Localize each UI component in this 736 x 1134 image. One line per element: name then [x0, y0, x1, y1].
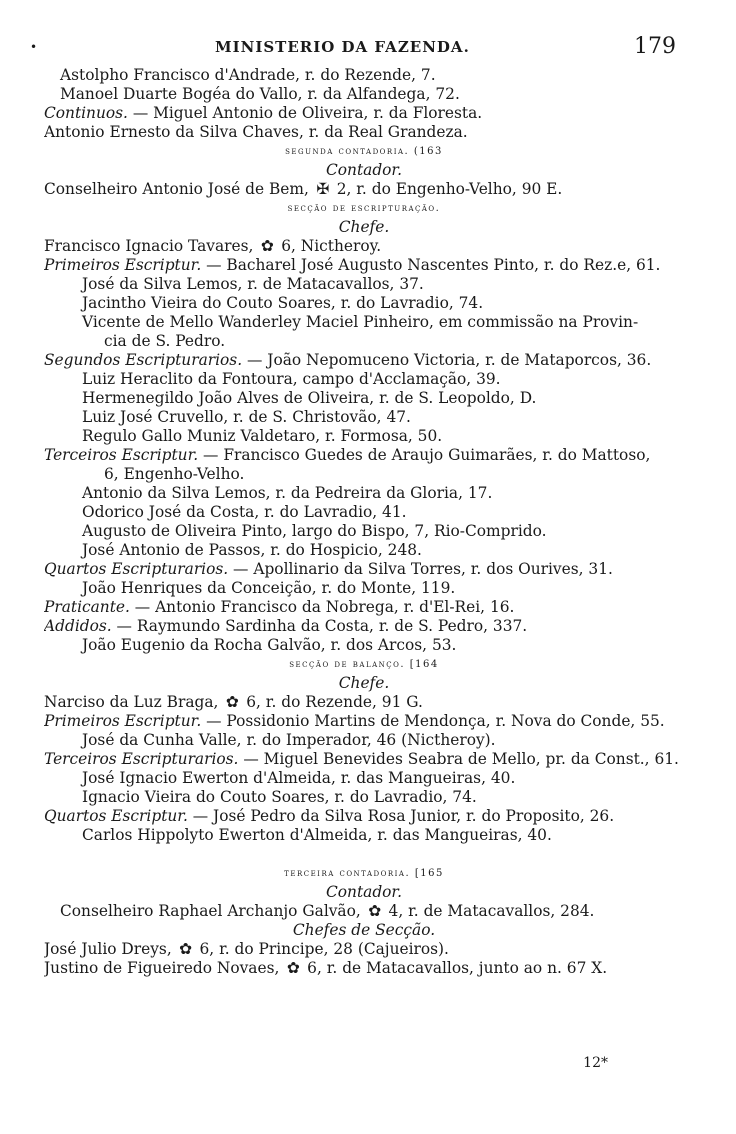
entry-text: cia de S. Pedro. [104, 332, 226, 350]
role-label: Continuos. [44, 104, 128, 122]
text-line [44, 465, 684, 484]
entry-text: Augusto de Oliveira Pinto, largo do Bispo, 7, Rio-Comprido. [82, 522, 547, 540]
entry-text: — Apollinario da Silva Torres, r. dos Ourives, 31. [228, 560, 613, 578]
text-line [44, 522, 684, 541]
text-line [44, 389, 684, 408]
text-line [44, 636, 684, 655]
text-line [44, 807, 684, 826]
text-line [44, 959, 684, 978]
entry-text: Jacintho Vieira do Couto Soares, r. do Lavradio, 74. [82, 294, 484, 312]
role-heading [44, 161, 684, 180]
text-line [44, 750, 684, 769]
text-line [44, 256, 684, 275]
role-label: Primeiros Escriptur. [44, 256, 202, 274]
order-insignia-icon: ✿ [368, 902, 382, 920]
header-title: MINISTERIO DA FAZENDA. [215, 38, 470, 56]
entry-text: Luiz Heraclito da Fontoura, campo d'Acclamação, 39. [82, 370, 501, 388]
text-line [44, 902, 684, 921]
text-line [44, 275, 684, 294]
text-line [44, 85, 684, 104]
entry-text: Contador. [326, 161, 402, 179]
role-label: Quartos Escriptur. [44, 807, 188, 825]
section-heading [44, 845, 684, 864]
role-label: Terceiros Escripturarios. [44, 750, 239, 768]
text-line [44, 123, 684, 142]
entry-text: José da Cunha Valle, r. do Imperador, 46 (Nictheroy). [82, 731, 496, 749]
entry-text: segunda contadoria. (163 [285, 146, 443, 157]
entry-text: 6, r. do Principe, 28 (Cajueiros). [194, 940, 449, 958]
entry-text: João Eugenio da Rocha Galvão, r. dos Arcos, 53. [82, 636, 457, 654]
entry-text: Narciso da Luz Braga, [44, 693, 224, 711]
entry-text: Manoel Duarte Bogéa do Vallo, r. da Alfandega, 72. [60, 85, 460, 103]
entry-text: — Bacharel José Augusto Nascentes Pinto, r. do Rez.e, 61. [201, 256, 661, 274]
text-line [44, 484, 684, 503]
entry-text: secção de escripturação. [287, 203, 441, 214]
entry-text: José da Silva Lemos, r. de Matacavallos, 37. [82, 275, 424, 293]
role-label: Addidos. [44, 617, 112, 635]
entry-text: — Raymundo Sardinha da Costa, r. de S. Pedro, 337. [111, 617, 528, 635]
entry-text: — Miguel Antonio de Oliveira, r. da Floresta. [127, 104, 483, 122]
text-line [44, 351, 684, 370]
entry-text: 6, Nictheroy. [276, 237, 382, 255]
text-line [44, 237, 684, 256]
entry-text: José Ignacio Ewerton d'Almeida, r. das Mangueiras, 40. [82, 769, 516, 787]
role-label: Primeiros Escriptur. [44, 712, 202, 730]
entry-text: 6, Engenho-Velho. [104, 465, 245, 483]
text-line [44, 370, 684, 389]
text-line [44, 180, 684, 199]
role-heading [44, 218, 684, 237]
role-label: Segundos Escripturarios. [44, 351, 243, 369]
entry-text: Vicente de Mello Wanderley Maciel Pinheiro, em commissão na Provin- [82, 313, 639, 331]
entry-text: Justino de Figueiredo Novaes, [44, 959, 285, 977]
role-heading [44, 883, 684, 902]
text-line [44, 560, 684, 579]
entry-text: Conselheiro Raphael Archanjo Galvão, [60, 902, 366, 920]
running-header [0, 34, 736, 64]
entry-text: — José Pedro da Silva Rosa Junior, r. do Proposito, 26. [187, 807, 615, 825]
text-line [44, 731, 684, 750]
entry-text: 6, r. de Matacavallos, junto ao n. 67 X. [302, 959, 608, 977]
entry-text: 6, r. do Rezende, 91 G. [241, 693, 423, 711]
text-line [44, 332, 684, 351]
entry-text: Astolpho Francisco d'Andrade, r. do Rezende, 7. [60, 66, 436, 84]
entry-text: Chefe. [338, 674, 390, 692]
order-insignia-icon: ✿ [260, 237, 274, 255]
text-line [44, 579, 684, 598]
role-label: Terceiros Escriptur. [44, 446, 199, 464]
text-line [44, 769, 684, 788]
role-label: Quartos Escripturarios. [44, 560, 229, 578]
entry-text: José Julio Dreys, [44, 940, 177, 958]
text-line [44, 408, 684, 427]
entry-text: terceira contadoria. [165 [284, 868, 444, 879]
order-insignia-icon: ✠ [316, 180, 330, 198]
entry-text: 2, r. do Engenho-Velho, 90 E. [331, 180, 563, 198]
text-line [44, 598, 684, 617]
role-heading [44, 921, 684, 940]
entry-text: Ignacio Vieira do Couto Soares, r. do Lavradio, 74. [82, 788, 477, 806]
entry-text: Chefes de Secção. [292, 921, 436, 939]
page-number: 179 [634, 34, 676, 59]
document-body [44, 66, 684, 978]
text-line [44, 541, 684, 560]
text-line [44, 294, 684, 313]
text-line [44, 712, 684, 731]
section-heading [44, 864, 684, 883]
text-line [44, 313, 684, 332]
entry-text: José Antonio de Passos, r. do Hospicio, 248. [82, 541, 422, 559]
role-heading [44, 674, 684, 693]
entry-text: João Henriques da Conceição, r. do Monte, 119. [82, 579, 456, 597]
order-insignia-icon: ✿ [225, 693, 239, 711]
entry-text: Carlos Hippolyto Ewerton d'Almeida, r. das Mangueiras, 40. [82, 826, 552, 844]
entry-text: — João Nepomuceno Victoria, r. de Mataporcos, 36. [242, 351, 652, 369]
entry-text: Luiz José Cruvello, r. de S. Christovão, 47. [82, 408, 411, 426]
section-heading [44, 655, 684, 674]
order-insignia-icon: ✿ [179, 940, 193, 958]
sheet-signature: 12* [583, 1055, 608, 1071]
entry-text: 4, r. de Matacavallos, 284. [383, 902, 595, 920]
section-heading [44, 199, 684, 218]
header-marker: • [30, 40, 38, 54]
text-line [44, 693, 684, 712]
text-line [44, 104, 684, 123]
entry-text: Regulo Gallo Muniz Valdetaro, r. Formosa, 50. [82, 427, 443, 445]
text-line [44, 826, 684, 845]
text-line [44, 427, 684, 446]
entry-text: Antonio da Silva Lemos, r. da Pedreira da Gloria, 17. [82, 484, 493, 502]
text-line [44, 788, 684, 807]
entry-text: Antonio Ernesto da Silva Chaves, r. da Real Grandeza. [44, 123, 468, 141]
section-heading [44, 142, 684, 161]
entry-text: — Antonio Francisco da Nobrega, r. d'El-Rei, 16. [129, 598, 515, 616]
order-insignia-icon: ✿ [286, 959, 300, 977]
entry-text: Hermenegildo João Alves de Oliveira, r. de S. Leopoldo, D. [82, 389, 537, 407]
entry-text: Francisco Ignacio Tavares, [44, 237, 259, 255]
entry-text: Conselheiro Antonio José de Bem, [44, 180, 314, 198]
entry-text: Odorico José da Costa, r. do Lavradio, 41. [82, 503, 407, 521]
entry-text: secção de balanço. [164 [289, 659, 439, 670]
text-line [44, 66, 684, 85]
entry-text: — Possidonio Martins de Mendonça, r. Nova do Conde, 55. [201, 712, 665, 730]
entry-text: Contador. [326, 883, 402, 901]
entry-text: Chefe. [338, 218, 390, 236]
entry-text: — Francisco Guedes de Araujo Guimarães, r. do Mattoso, [198, 446, 651, 464]
text-line [44, 940, 684, 959]
text-line [44, 503, 684, 522]
text-line [44, 617, 684, 636]
entry-text: — Miguel Benevides Seabra de Mello, pr. da Const., 61. [238, 750, 679, 768]
text-line [44, 446, 684, 465]
role-label: Praticante. [44, 598, 130, 616]
